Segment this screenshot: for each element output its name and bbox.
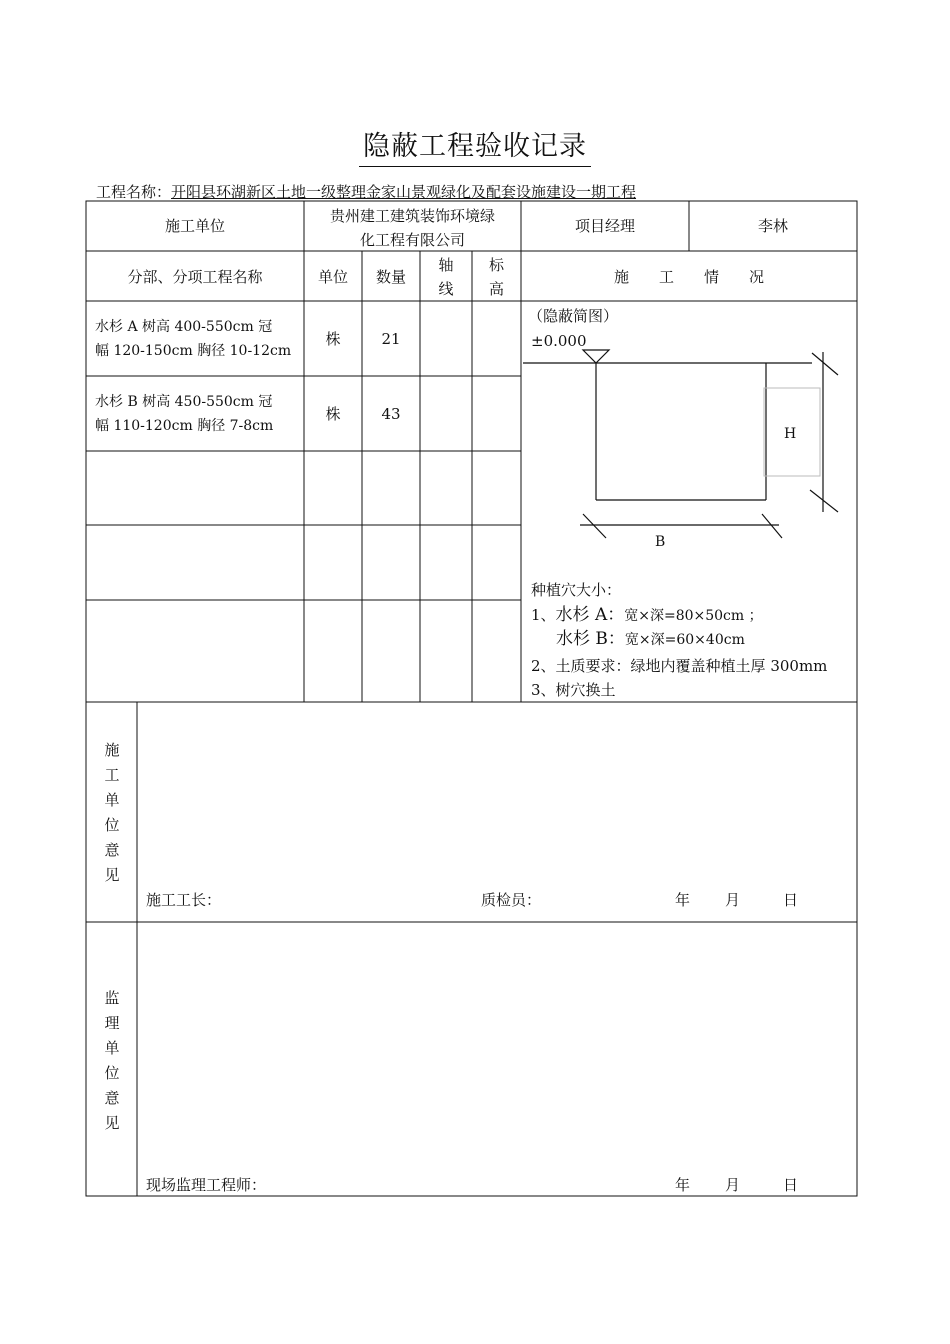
table-row-qty: 21: [381, 330, 401, 348]
project-name: 开阳县环湖新区土地一级整理金家山景观绿化及配套设施建设一期工程: [171, 183, 637, 201]
manager-value: 李林: [757, 217, 788, 235]
note-replace: 3、树穴换土: [531, 681, 616, 699]
contractor-label: 施工单位: [164, 217, 225, 235]
b-tick-left: [583, 514, 606, 538]
notes-heading: 种植穴大小：: [531, 581, 622, 599]
manager-label: 项目经理: [574, 217, 635, 235]
b-label: B: [655, 534, 666, 550]
col-axis: 轴 线: [438, 256, 454, 298]
day-label: 日: [783, 1176, 799, 1194]
h-label: H: [784, 426, 797, 442]
col-unit: 单位: [317, 268, 348, 286]
note-a: 1、水杉 A：宽×深=80×50cm ；: [531, 605, 763, 625]
elevation-marker: [583, 350, 609, 363]
note-b: 水杉 B：宽×深=60×40cm: [556, 629, 745, 649]
b-tick-right: [762, 514, 782, 538]
col-situation: 施 工 情 况: [613, 268, 764, 286]
table-row-unit: 株: [325, 330, 341, 348]
elevation-label: ±0.000: [531, 332, 587, 350]
col-quantity: 数量: [375, 268, 406, 286]
contractor-value: 贵州建工建筑装饰环境绿 化工程有限公司: [329, 207, 495, 249]
year-label: 年: [675, 891, 691, 909]
year-label: 年: [675, 1176, 691, 1194]
table-row-qty: 43: [381, 405, 401, 423]
page-title: 隐蔽工程验收记录: [0, 124, 950, 163]
month-label: 月: [725, 891, 741, 909]
supervisor-label: 现场监理工程师：: [146, 1176, 267, 1194]
foreman-label: 施工工长：: [146, 891, 222, 909]
col-item-name: 分部、分项工程名称: [127, 268, 263, 286]
supervision-opinion-label: 监 理 单 位 意 见: [104, 989, 120, 1132]
h-tick-top: [812, 353, 838, 375]
project-label: 工程名称：: [96, 183, 172, 201]
construction-opinion-label: 施 工 单 位 意 见: [104, 741, 120, 884]
table-row-name: 水杉 A 树高 400-550cm 冠 幅 120-150cm 胸径 10-12cm: [95, 319, 292, 359]
table-row-unit: 株: [325, 405, 341, 423]
note-soil: 2、土质要求：绿地内覆盖种植土厚 300mm: [531, 657, 828, 675]
day-label: 日: [783, 891, 799, 909]
sketch-caption: （隐蔽简图）: [528, 307, 619, 325]
col-elevation: 标 高: [488, 256, 504, 298]
month-label: 月: [725, 1176, 741, 1194]
table-row-name: 水杉 B 树高 450-550cm 冠 幅 110-120cm 胸径 7-8cm: [95, 394, 274, 434]
h-tick-bottom: [810, 490, 838, 512]
inspector-label: 质检员：: [481, 891, 542, 909]
